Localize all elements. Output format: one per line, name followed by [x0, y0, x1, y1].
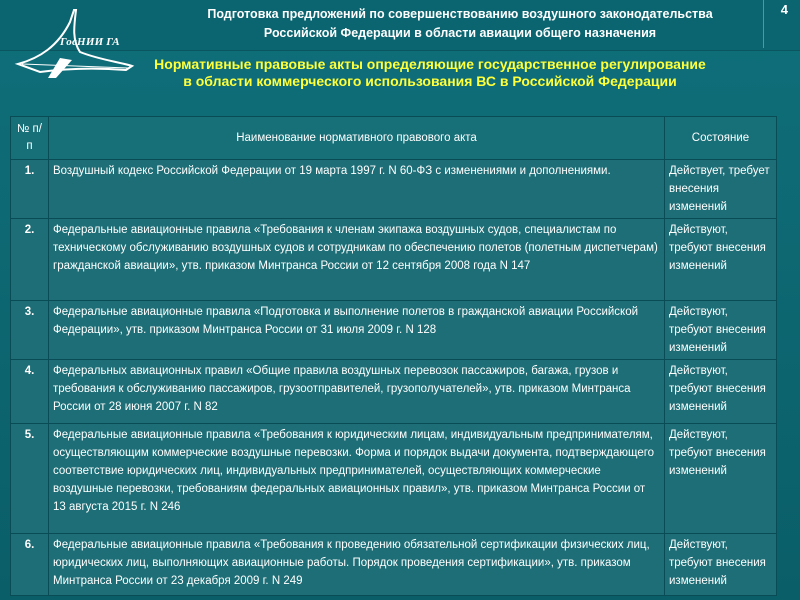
header-title-line-1: Подготовка предложений по совершенствованию воздушного законодательства [207, 7, 713, 21]
row-status: Действуют, требуют внесения изменений [665, 424, 777, 534]
table-row [11, 219, 777, 301]
table-row [11, 360, 777, 424]
row-num: 5. [11, 424, 49, 534]
header-name: Наименование нормативного правового акта [49, 117, 665, 160]
gosniiga-logo [0, 0, 150, 82]
row-name: Воздушный кодекс Российской Федерации от 19 марта 1997 г. N 60-ФЗ с изменениями и дополнениями. [49, 160, 665, 219]
page-number: 4 [780, 2, 788, 17]
row-status: Действует, требует внесения изменений [665, 160, 777, 219]
row-name: Федеральных авиационных правил «Общие правила воздушных перевозок пассажиров, багажа, грузов и требования к обслуживанию пассажиров, грузоотправителей, грузополучателей», утв. приказом Минтранса России от 28 июня 2007 г. N 82 [49, 360, 665, 424]
table-row [11, 301, 777, 360]
row-num: 4. [11, 360, 49, 424]
row-name: Федеральные авиационные правила «Подготовка и выполнение полетов в гражданской авиации Российской Федерации», утв. приказом Минтранса России от 31 июля 2009 г. N 128 [49, 301, 665, 360]
row-status: Действуют, требуют внесения изменений [665, 534, 777, 596]
row-num: 1. [11, 160, 49, 219]
table-row [11, 534, 777, 596]
legal-acts-table [10, 116, 777, 596]
logo-text: ГосНИИ ГА [60, 36, 120, 48]
header-status: Состояние [665, 117, 777, 160]
row-name: Федеральные авиационные правила «Требования к членам экипажа воздушных судов, специалистам по техническому обслуживанию воздушных судов и сотрудникам по обеспечению полетов (полетным диспетчерам) гражданской авиации», утв. приказом Минтранса России от 12 сентября 2008 года N 147 [49, 219, 665, 301]
table-header-row [11, 117, 777, 160]
slide-title: Нормативные правовые акты определяющие государственное регулирование в области коммерческого использования ВС в Российской Федерации [154, 56, 706, 89]
row-name: Федеральные авиационные правила «Требования к юридическим лицам, индивидуальным предпринимателям, осуществляющим коммерческие воздушные перевозки. Форма и порядок выдачи документа, подтверждающего соответствие юридических лиц, индивидуальных предпринимателей, осуществляющих коммерческие воздушные перевозки, требованиям федеральных авиационных правил», утв. приказом Минтранса России от 13 августа 2015 г. N 246 [49, 424, 665, 534]
header-title-line-2: Российской Федерации в области авиации общего назначения [263, 26, 657, 40]
header-num: № п/п [11, 117, 49, 160]
row-num: 6. [11, 534, 49, 596]
table-row [11, 424, 777, 534]
table-row [11, 160, 777, 219]
row-status: Действуют, требуют внесения изменений [665, 219, 777, 301]
row-num: 2. [11, 219, 49, 301]
header-title [160, 5, 760, 43]
row-name: Федеральные авиационные правила «Требования к проведению обязательной сертификации физических лиц, юридических лиц, выполняющих авиационные работы. Порядок проведения сертификации», утв. приказом Минтранса России от 23 декабря 2009 г. N 249 [49, 534, 665, 596]
row-status: Действуют, требуют внесения изменений [665, 360, 777, 424]
row-num: 3. [11, 301, 49, 360]
row-status: Действуют, требуют внесения изменений [665, 301, 777, 360]
